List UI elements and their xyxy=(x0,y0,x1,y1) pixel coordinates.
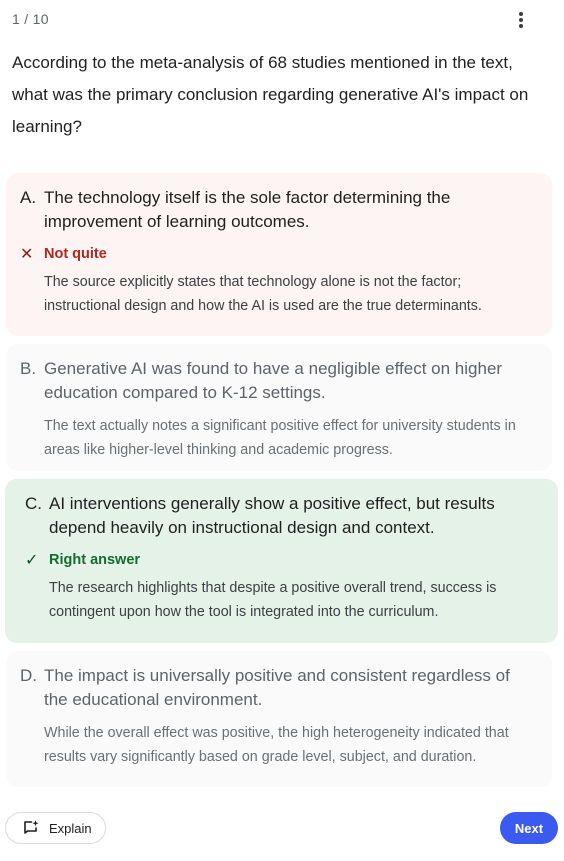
option-letter: B. xyxy=(20,359,37,378)
option-text: The impact is universally positive and consistent regardless of the educational environment. xyxy=(44,666,510,709)
option-explanation: The source explicitly states that technology alone is not the factor; instructional design and how the AI is used are the true determinants. xyxy=(44,274,482,314)
top-bar xyxy=(0,0,564,40)
question-text: According to the meta-analysis of 68 studies mentioned in the text, what was the primary conclusion regarding generative AI's impact on learning? xyxy=(12,53,529,136)
option-text: Generative AI was found to have a negligible effect on higher education compared to K-12 settings. xyxy=(44,359,503,402)
explain-sparkle-icon xyxy=(22,819,40,837)
answer-option-c[interactable] xyxy=(5,479,558,643)
option-letter: A. xyxy=(20,188,37,207)
verdict-wrong xyxy=(20,243,536,265)
verdict-label: Right answer xyxy=(49,552,141,568)
option-explanation: While the overall effect was positive, the high heterogeneity indicated that results vary significantly based on grade level, subject, and duration. xyxy=(44,725,509,765)
option-explanation: The text actually notes a significant positive effect for university students in areas like higher-level thinking and academic progress. xyxy=(44,418,516,458)
explain-button[interactable] xyxy=(5,812,106,844)
answer-option-b[interactable] xyxy=(6,344,552,471)
explain-label: Explain xyxy=(49,820,92,836)
option-text: AI interventions generally show a positive effect, but results depend heavily on instructional design and context. xyxy=(49,494,495,537)
close-icon: ✕ xyxy=(20,246,34,263)
option-letter: D. xyxy=(20,666,37,685)
answer-option-a[interactable] xyxy=(6,173,552,336)
next-button[interactable]: Next xyxy=(500,812,558,844)
verdict-right xyxy=(25,549,542,571)
verdict-label: Not quite xyxy=(44,246,107,262)
option-explanation: The research highlights that despite a positive overall trend, success is contingent upon how the tool is integrated into the curriculum. xyxy=(49,580,497,620)
check-icon: ✓ xyxy=(25,552,39,569)
question-counter: 1 / 10 xyxy=(12,11,49,27)
answer-option-d[interactable] xyxy=(6,651,552,787)
more-vert-icon[interactable] xyxy=(512,10,530,30)
option-text: The technology itself is the sole factor determining the improvement of learning outcomes. xyxy=(44,188,451,231)
option-letter: C. xyxy=(25,494,42,513)
